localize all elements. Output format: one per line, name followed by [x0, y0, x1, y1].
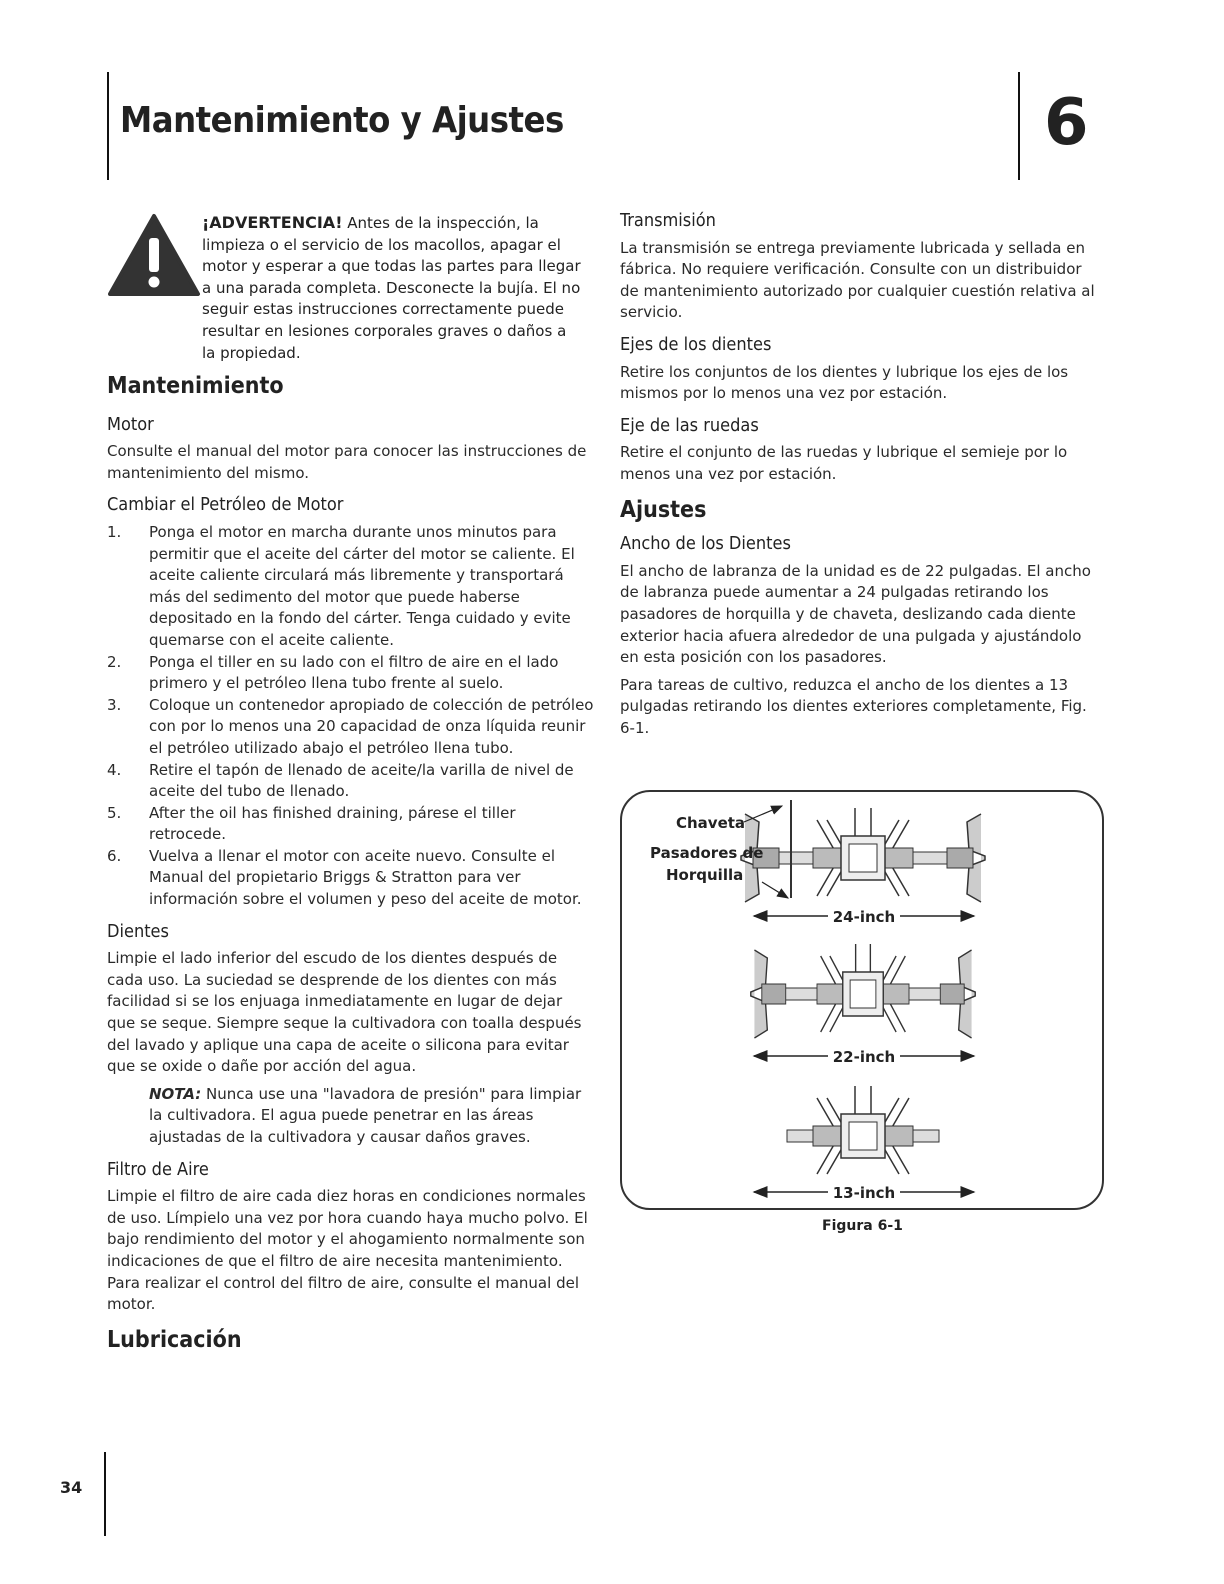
nota-block: [107, 1084, 595, 1149]
heading-filtro-aire: Filtro de Aire: [107, 1158, 209, 1180]
tine-assembly-24: [741, 800, 985, 902]
filtro-text: Limpie el filtro de aire cada diez horas en condiciones normales de uso. Límpielo una vez por hora cuando haya mucho polvo. El bajo rendimiento del motor y el ahogamiento normalmente son indicaciones de que el filtro de aire necesita mantenimiento. Para realizar el control del filtro de aire, consulte el manual del motor.: [107, 1187, 588, 1314]
heading-transmision: Transmisión: [620, 210, 716, 231]
heading-cambiar-petroleo: Cambiar el Petróleo de Motor: [107, 494, 344, 516]
tine-assembly-13: [787, 1086, 939, 1174]
pointer-horquilla: [762, 882, 788, 898]
nota-label: NOTA:: [149, 1084, 202, 1103]
list-item: 4. Retire el tapón de llenado de aceite/la varilla de nivel de aceite del tubo de llenado.: [107, 760, 574, 801]
warning-icon: [106, 212, 202, 298]
heading-ajustes: Ajustes: [620, 496, 707, 523]
header-right-rule: [1018, 72, 1020, 180]
dientes-text: Limpie el lado inferior del escudo de los dientes después de cada uso. La suciedad se desprende de los dientes con más facilidad si se los enjuaga inmediatamente en lugar de dejar que se seque. Siempre seque la cultivadora con toalla después del lavado y aplique una capa de aceite o silicona para evitar que se oxide o dañe por acción del agua.: [107, 949, 582, 1076]
oil-change-steps: [107, 522, 595, 911]
heading-ancho-dientes: Ancho de los Dientes: [620, 533, 791, 555]
heading-mantenimiento: Mantenimiento: [107, 373, 284, 399]
page-number: 34: [60, 1478, 83, 1497]
motor-text: Consulte el manual del motor para conocer las instrucciones de mantenimiento del mismo.: [107, 442, 587, 482]
heading-dientes: Dientes: [107, 920, 169, 942]
transmision-text: La transmisión se entrega previamente lubricada y sellada en fábrica. No requiere verificación. Consulte con un distribuidor de mantenimiento autorizado por cualquier cuestión relativa al servicio.: [620, 238, 1095, 322]
tine-assembly-22: [751, 944, 975, 1038]
warning-label: ¡ADVERTENCIA!: [202, 213, 343, 232]
width-22-label: 22-inch: [832, 1048, 896, 1066]
nota-text: Nunca use una "lavadora de presión" para limpiar la cultivadora. El agua puede penetrar en las áreas ajustadas de la cultivadora y causar daños graves.: [149, 1084, 582, 1146]
heading-motor: Motor: [107, 413, 154, 435]
label-chaveta: Chaveta: [676, 814, 746, 832]
ancho-text-2: Para tareas de cultivo, reduzca el ancho de los dientes a 13 pulgadas retirando los dientes exteriores completamente, Fig. 6-1.: [620, 675, 1087, 737]
pointer-chaveta: [744, 806, 782, 822]
chapter-number: 6: [1044, 86, 1089, 160]
list-item: 1. Ponga el motor en marcha durante unos minutos para permitir que el aceite del cárter del motor se caliente. El aceite caliente circulará más libremente y transportará más del sedimento del motor que puede haberse depositado en la fondo del cárter. Tenga cuidado y evite quemarse con el aceite caliente.: [107, 522, 575, 649]
header-left-rule: [107, 72, 109, 180]
list-item: 3. Coloque un contenedor apropiado de colección de petróleo con por lo menos una 20 capacidad de onza líquida reunir el petróleo utilizado abajo el petróleo llena tubo.: [107, 695, 594, 757]
ancho-text-1: El ancho de labranza de la unidad es de 22 pulgadas. El ancho de labranza puede aumentar a 24 pulgadas retirando los pasadores de horquilla y de chaveta, deslizando cada diente exterior hacia afuera alrededor de una pulgada y ajustándolo en esta posición con los pasadores.: [620, 561, 1091, 667]
footer-rule: [104, 1452, 106, 1536]
figure-caption: Figura 6-1: [822, 1218, 903, 1234]
heading-ejes-dientes: Ejes de los dientes: [620, 333, 772, 355]
right-column: [620, 210, 1104, 739]
ejes-text: Retire los conjuntos de los dientes y lubrique los ejes de los mismos por lo menos una vez por estación.: [620, 362, 1069, 403]
page-title: Mantenimiento y Ajustes: [120, 100, 564, 141]
width-24-label: 24-inch: [832, 908, 896, 926]
label-pasadores-1: Pasadores de: [650, 844, 764, 862]
eje-ruedas-text: Retire el conjunto de las ruedas y lubrique el semieje por lo menos una vez por estación.: [620, 443, 1068, 483]
heading-lubricacion: Lubricación: [107, 1326, 242, 1353]
list-item: 6. Vuelva a llenar el motor con aceite nuevo. Consulte el Manual del propietario Briggs & Stratton para ver información sobre el volumen y peso del aceite de motor.: [107, 846, 582, 909]
list-item: 5. After the oil has finished draining, párese el tiller retrocede.: [107, 803, 516, 844]
warning-block: [202, 212, 582, 364]
label-pasadores-2: Horquilla: [666, 866, 744, 884]
left-column: [107, 373, 595, 1353]
list-item: 2. Ponga el tiller en su lado con el filtro de aire en el lado primero y el petróleo llena tubo frente al suelo.: [107, 652, 559, 693]
warning-text: Antes de la inspección, la limpieza o el servicio de los macollos, apagar el motor y esperar a que todas las partes para llegar a una parada completa. Desconecte la bujía. El no seguir estas instrucciones correctamente puede resultar en lesiones corporales graves o daños a la propiedad.: [202, 214, 581, 362]
width-13-label: 13-inch: [832, 1184, 896, 1202]
heading-eje-ruedas: Eje de las ruedas: [620, 414, 759, 436]
